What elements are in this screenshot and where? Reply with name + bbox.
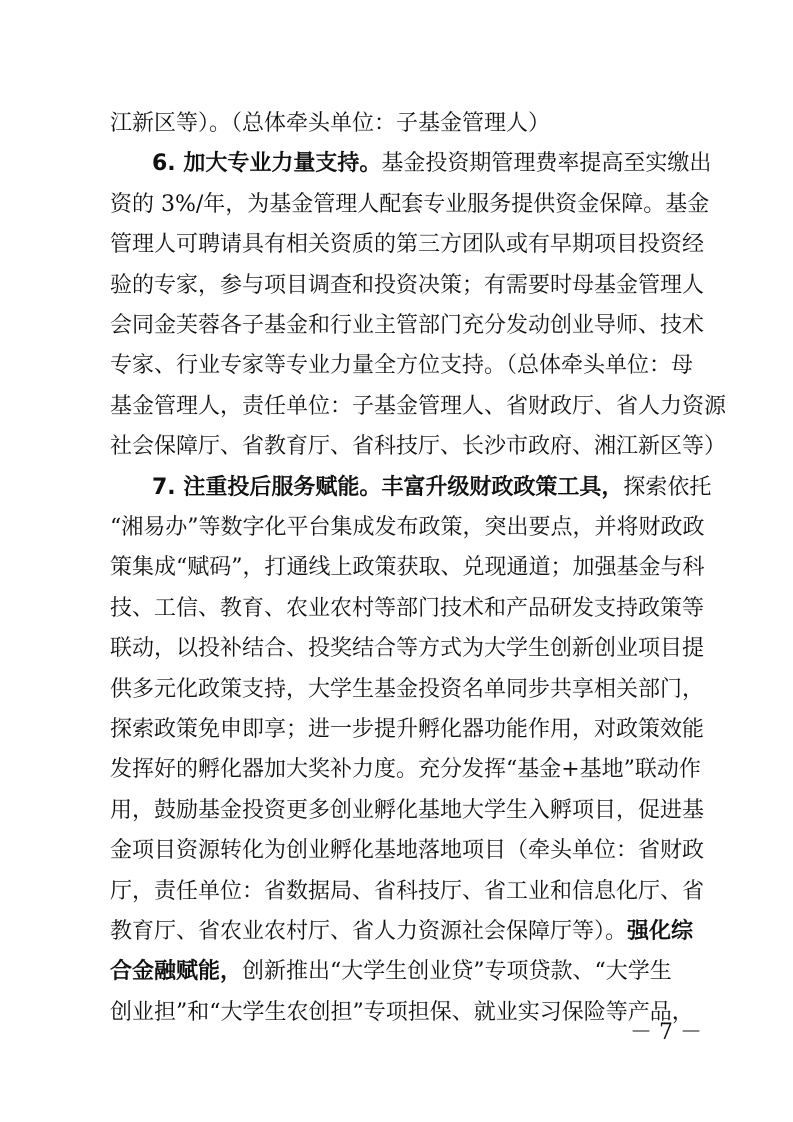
text-run: 技、工信、教育、农业农村等部门技术和产品研发支持政策等 <box>110 595 705 621</box>
text-line <box>110 993 694 1033</box>
text-run: 会同金芙蓉各子基金和行业主管部门充分发动创业导师、技术 <box>110 313 705 338</box>
text-line <box>110 346 694 386</box>
text-line <box>110 670 705 710</box>
bold-text-run: 强化综 <box>627 919 694 944</box>
text-run: 教育厅、省农业农村厅、省人力资源社会保障厅等）。 <box>110 919 628 944</box>
text-line <box>110 387 727 427</box>
text-run: 发挥好的孵化器加大奖补力度。充分发挥“基金+基地”联动作 <box>110 757 701 783</box>
text-run: 基金管理人，责任单位：子基金管理人、省财政厅、省人力资源 <box>110 393 727 419</box>
text-line <box>110 104 690 144</box>
text-run: 专家、行业专家等专业力量全方位支持。（总体牵头单位：母 <box>110 353 694 379</box>
text-line <box>110 266 705 306</box>
text-run: 供多元化政策支持，大学生基金投资名单同步共享相关部门， <box>110 676 705 702</box>
text-run: 管理人可聘请具有相关资质的第三方团队或有早期项目投资经 <box>110 232 705 258</box>
text-line <box>110 872 705 912</box>
text-line <box>110 831 705 871</box>
text-run: 创新推出“大学生创业贷”专项贷款、“大学生 <box>242 959 672 985</box>
text-line <box>110 225 705 265</box>
text-line <box>110 185 710 225</box>
text-line <box>110 548 705 588</box>
text-line <box>152 468 712 508</box>
text-run: 验的专家，参与项目调查和投资决策；有需要时母基金管理人 <box>110 272 705 298</box>
text-line <box>110 710 705 750</box>
text-line <box>110 508 705 548</box>
text-run: 创业担”和“大学生农创担”专项担保、就业实习保险等产品， <box>110 999 694 1025</box>
text-line <box>110 952 690 992</box>
bold-text-run: 6. 加大专业力量支持。 <box>152 151 382 177</box>
text-line <box>152 144 712 184</box>
text-run: “湘易办”等数字化平台集成发布政策，突出要点，并将财政政 <box>110 515 705 540</box>
bold-text-run: 合金融赋能， <box>110 959 243 985</box>
text-run: 联动，以投补结合、投奖结合等方式为大学生创新创业项目提 <box>110 636 705 662</box>
text-run: 金项目资源转化为创业孵化基地落地项目（牵头单位：省财政 <box>110 838 705 864</box>
text-run: 社会保障厅、省教育厅、省科技厅、长沙市政府、湘江新区等） <box>110 434 727 460</box>
text-run: 探索政策免申即享；进一步提升孵化器功能作用，对政策效能 <box>110 717 705 742</box>
text-run: 探索依托 <box>623 474 712 500</box>
text-run: 用，鼓励基金投资更多创业孵化基地大学生入孵项目，促进基 <box>110 797 705 823</box>
page-number: － 7 － <box>630 1020 702 1045</box>
text-run: 江新区等）。（总体牵头单位：子基金管理人） <box>110 111 551 136</box>
text-line <box>110 427 727 467</box>
text-line <box>110 750 701 790</box>
text-line <box>110 912 694 952</box>
text-line <box>110 306 705 346</box>
text-run: 基金投资期管理费率提高至实缴出 <box>381 151 712 177</box>
bold-text-run: 7. 注重投后服务赋能。丰富升级财政政策工具， <box>152 474 624 500</box>
text-line <box>110 589 705 629</box>
text-run: 策集成“赋码”，打通线上政策获取、兑现通道；加强基金与科 <box>110 555 705 581</box>
text-run: 资的 3%/年，为基金管理人配套专业服务提供资金保障。基金 <box>110 191 710 217</box>
text-run: 厅，责任单位：省数据局、省科技厅、省工业和信息化厅、省 <box>110 878 705 904</box>
text-line <box>110 629 705 669</box>
text-line <box>110 791 705 831</box>
